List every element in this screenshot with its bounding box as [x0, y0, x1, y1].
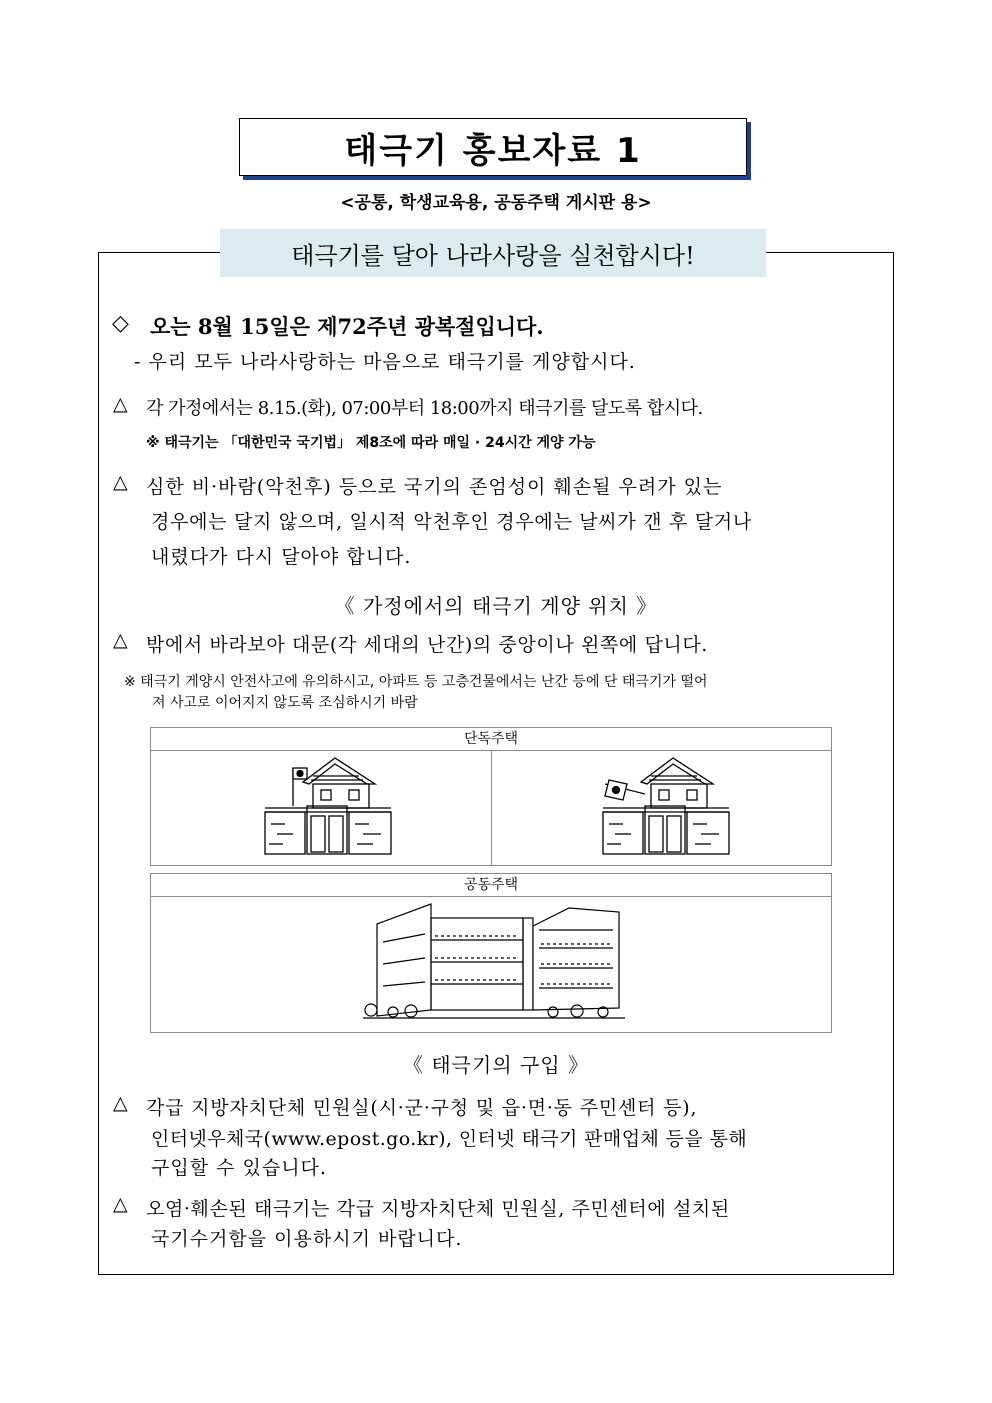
- bullet-text: 오염·훼손된 태극기는 각급 지방자치단체 민원실, 주민센터에 설치된: [146, 1198, 730, 1220]
- slogan-banner: 태극기를 달아 나라사랑을 실천합시다!: [220, 229, 766, 277]
- section-heading: 《 가정에서의 태극기 게양 위치 》: [334, 594, 658, 618]
- headline: 오는 8월 15일은 제72주년 광복절입니다.: [150, 314, 544, 339]
- bullet-text: 심한 비·바람(악천후) 등으로 국기의 존엄성이 훼손될 우려가 있는: [146, 476, 723, 498]
- safety-note: ※ 태극기 게양시 안전사고에 유의하시고, 아파트 등 고층건물에서는 난간 등에 단 태극기가 떨어: [124, 674, 708, 690]
- bullet-text: 각급 지방자치단체 민원실(시·군·구청 및 읍·면·동 주민센터 등),: [146, 1097, 698, 1119]
- house-gate-center-flag-illustration: [263, 754, 393, 859]
- page-title: 태극기 홍보자료 1: [344, 130, 642, 171]
- table-header: 단독주택: [151, 728, 831, 751]
- law-note: ※ 태극기는 「대한민국 국기법」 제8조에 따라 매일 · 24시간 게양 가능: [146, 435, 596, 451]
- apartment-table: [150, 873, 832, 1033]
- triangle-icon: △: [113, 629, 128, 651]
- house-gate-left-flag-illustration: [601, 754, 731, 859]
- table-header: 공동주택: [151, 874, 831, 897]
- bullet-text: 내렸다가 다시 달아야 합니다.: [151, 546, 412, 568]
- bullet-text: 구입할 수 있습니다.: [151, 1157, 327, 1179]
- diamond-icon: ◇: [112, 310, 129, 336]
- bullet-text: 경우에는 달지 않으며, 일시적 악천후인 경우에는 날씨가 갠 후 달거나: [151, 511, 752, 533]
- title-box: [239, 118, 747, 176]
- bullet-text: 밖에서 바라보아 대문(각 세대의 난간)의 중앙이나 왼쪽에 답니다.: [146, 634, 708, 656]
- table-divider: [491, 750, 492, 865]
- triangle-icon: △: [113, 1092, 128, 1114]
- subtitle: <공통, 학생교육용, 공동주택 게시판 용>: [340, 193, 652, 213]
- headline-sub: - 우리 모두 나라사랑하는 마음으로 태극기를 게양합시다.: [134, 351, 636, 373]
- apartment-building-illustration: [363, 900, 625, 1028]
- triangle-icon: △: [113, 1193, 128, 1215]
- section-heading: 《 태극기의 구입 》: [403, 1053, 589, 1077]
- bullet-text: 각 가정에서는 8.15.(화), 07:00부터 18:00까지 태극기를 달도록 합시다.: [146, 398, 703, 419]
- bullet-text: 인터넷우체국(www.epost.go.kr), 인터넷 태극기 판매업체 등을 통해: [151, 1128, 748, 1150]
- triangle-icon: △: [113, 471, 128, 493]
- safety-note: 져 사고로 이어지지 않도록 조심하시기 바람: [152, 695, 418, 711]
- bullet-text: 국기수거함을 이용하시기 바랍니다.: [151, 1228, 463, 1250]
- triangle-icon: △: [113, 393, 128, 415]
- detached-house-table: [150, 727, 832, 866]
